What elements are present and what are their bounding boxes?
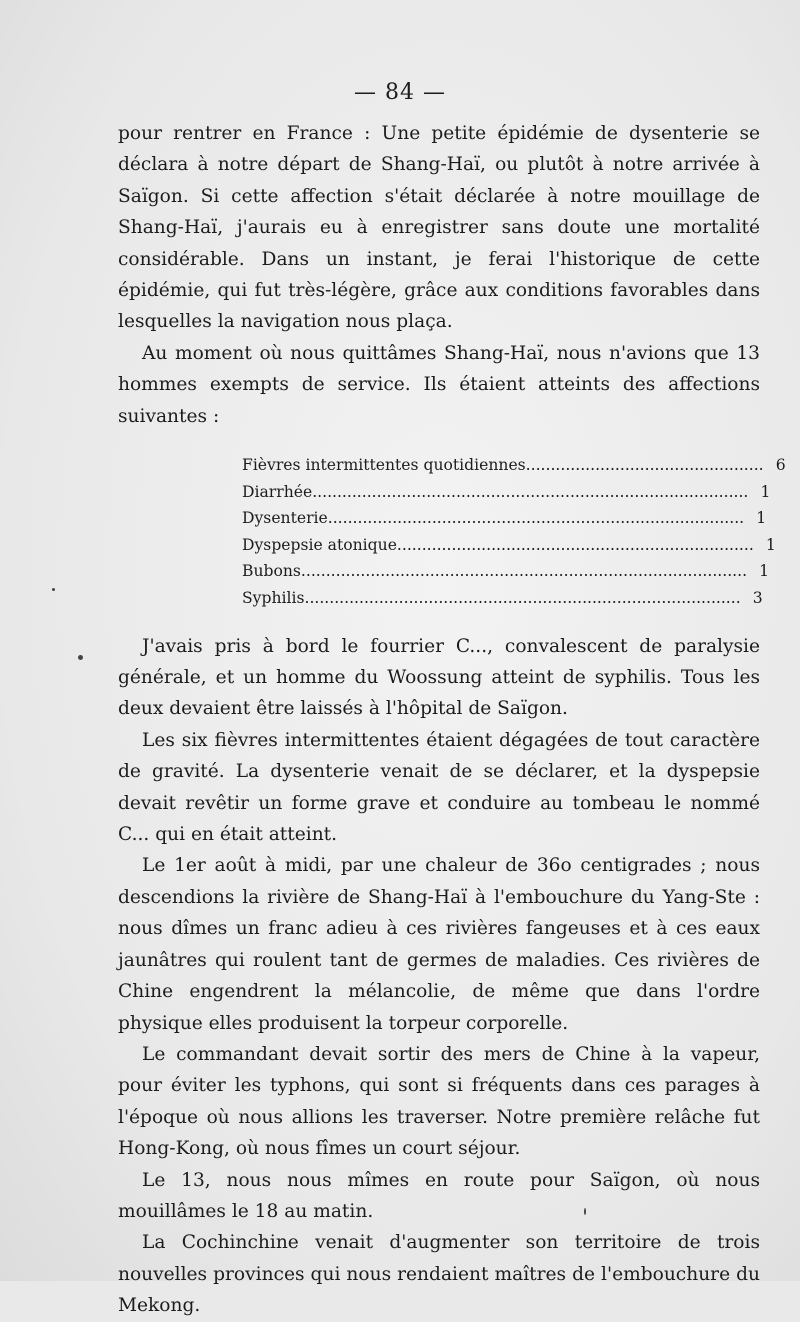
table-row — [242, 532, 776, 559]
disease-name: Dyspepsie atonique........................................................................ — [242, 535, 754, 554]
disease-name: Fièvres intermittentes quotidiennes................................................ — [242, 456, 764, 475]
paragraph-2: Au moment où nous quittâmes Shang-Haï, nous n'avions que 13 hommes exempts de service. Ils étaient atteints des affections suivantes : — [118, 342, 760, 427]
paragraph-7: Le 13, nous nous mîmes en route pour Saïgon, où nous mouillâmes le 18 au matin. — [118, 1169, 760, 1222]
disease-count: 3 — [752, 589, 763, 608]
disease-count: 1 — [765, 535, 776, 554]
disease-count: 1 — [756, 509, 767, 528]
disease-name: Diarrhée........................................................................................ — [242, 482, 749, 501]
table-row — [242, 479, 771, 506]
affections-table — [242, 452, 786, 612]
page-number: — 84 — — [354, 80, 446, 105]
table-row — [242, 505, 767, 532]
disease-count: 6 — [775, 456, 786, 475]
page-body — [118, 118, 786, 1322]
paragraph-8: La Cochinchine venait d'augmenter son territoire de trois nouvelles provinces qui nous rendaient maîtres de l'embouchure du Mekong. — [118, 1232, 760, 1317]
paragraph-1: pour rentrer en France : Une petite épidémie de dysenterie se déclara à notre départ de Shang-Haï, ou plutôt à notre arrivée à Saïgon. Si cette affection s'était déclarée à notre mouillage de Shang-Haï, j'aurais eu à enregistrer sans doute une mortalité considérable. Dans un instant, je ferai l'historique de cette épidémie, qui fut très-légère, grâce aux conditions favorables dans lesquelles la navigation nous plaça. — [118, 123, 760, 333]
disease-count: 1 — [760, 482, 771, 501]
table-row — [242, 452, 786, 479]
table-row — [242, 558, 770, 585]
paragraph-3: J'avais pris à bord le fourrier C..., convalescent de paralysie générale, et un homme du Woossung atteint de syphilis. Tous les deux devaient être laissés à l'hôpital de Saïgon. — [118, 635, 760, 720]
ink-speck — [584, 1208, 586, 1215]
paragraph-4: Les six fièvres intermittentes étaient dégagées de tout caractère de gravité. La dysenterie venait de se déclarer, et la dyspepsie devait revêtir un forme grave et conduire au tombeau le nommé C... qui en était atteint. — [118, 729, 760, 846]
disease-name: Syphilis........................................................................................ — [242, 589, 741, 608]
disease-name: Dysenterie.................................................................................... — [242, 509, 745, 528]
disease-name: Bubons.......................................................................................... — [242, 562, 748, 581]
table-row — [242, 585, 763, 612]
disease-count: 1 — [759, 562, 770, 581]
paragraph-6: Le commandant devait sortir des mers de Chine à la vapeur, pour éviter les typhons, qui sont si fréquents dans ces parages à l'époque où nous allions les traverser. Notre première relâche fut Hong-Kong, où nous fîmes un court séjour. — [118, 1043, 760, 1160]
ink-speck — [52, 588, 55, 591]
ink-speck — [78, 655, 83, 660]
paragraph-5: Le 1er août à midi, par une chaleur de 36o centigrades ; nous descendions la rivière de Shang-Haï à l'embouchure du Yang-Ste : nous dîmes un franc adieu à ces rivières fangeuses et à ces eaux jaunâtres qui roulent tant de germes de maladies. Ces rivières de Chine engendrent la mélancolie, de même que dans l'ordre physique elles produisent la torpeur corporelle. — [118, 855, 760, 1034]
